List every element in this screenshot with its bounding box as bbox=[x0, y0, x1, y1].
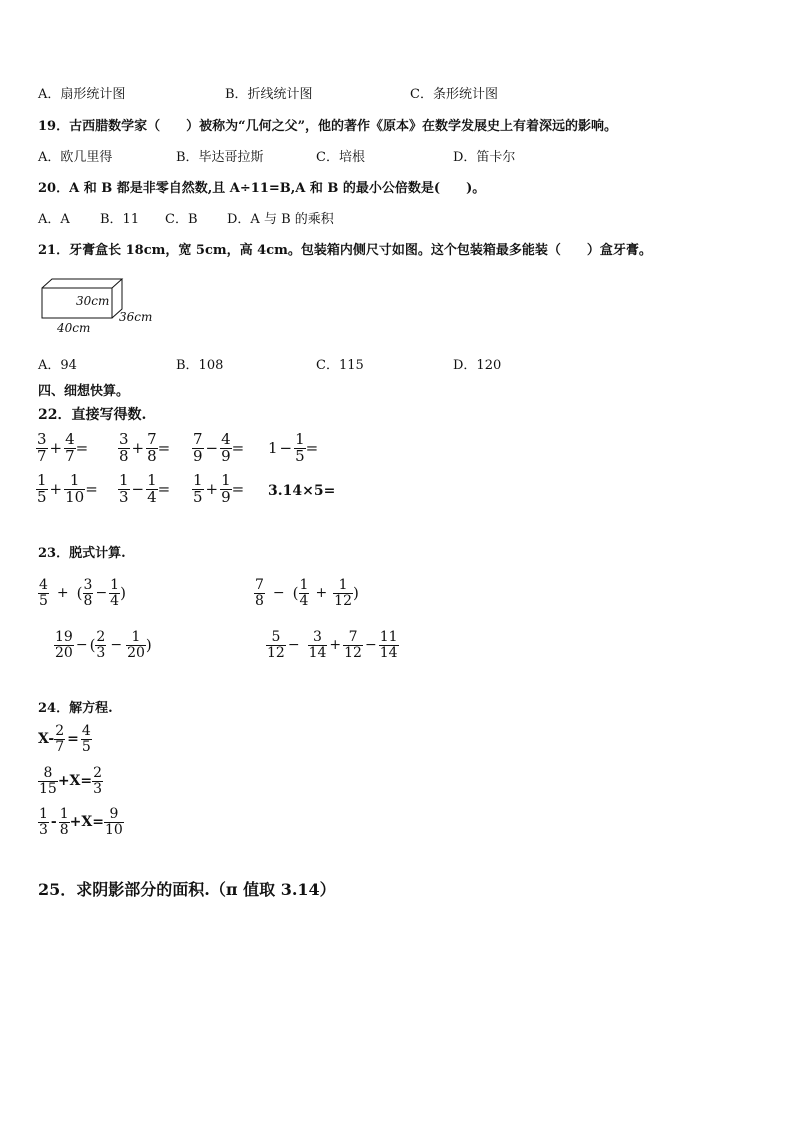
q20-option-d: D．A 与 B 的乘积 bbox=[227, 212, 334, 227]
q19-option-c: C．培根 bbox=[316, 150, 365, 165]
q22-item-6: $\frac{1}{3}$ − $\frac{1}{4}$ = bbox=[119, 471, 171, 506]
q19-option-a: A．欧几里得 bbox=[38, 150, 113, 165]
q22-item-3: $\frac{7}{9}$ − $\frac{4}{9}$ = bbox=[193, 430, 245, 465]
section-4-title: 四、细想快算。 bbox=[38, 384, 130, 399]
q21-option-d: D．120 bbox=[453, 358, 502, 373]
q24-equation-3: $\frac{1}{3}$ - $\frac{1}{8}$ +X= $\frac{9}{10}$ bbox=[39, 806, 123, 838]
q23-expr-1: $\frac{4}{5}$ + ( $\frac{3}{8}$ − $\frac{1}{4}$ ) bbox=[39, 577, 126, 609]
box-label-bottom: 40cm bbox=[57, 321, 91, 335]
q22-item-5: $\frac{1}{5}$ + $\frac{1}{10}$ = bbox=[37, 471, 98, 506]
q21-option-b: B．108 bbox=[176, 358, 224, 373]
q18-option-c: C．条形统计图 bbox=[410, 87, 498, 102]
q20-option-b: B．11 bbox=[100, 212, 140, 227]
q25-title: 25．求阴影部分的面积.（π 值取 3.14） bbox=[38, 880, 336, 899]
q22-title: 22．直接写得数. bbox=[38, 407, 147, 423]
q19-option-d: D．笛卡尔 bbox=[453, 150, 516, 165]
q23-expr-3: $\frac{19}{20}$ − ( $\frac{2}{3}$ − $\frac{1}{20}$ ) bbox=[55, 629, 152, 661]
q22-item-2: $\frac{3}{8}$ + $\frac{7}{8}$ = bbox=[119, 430, 171, 465]
q24-equation-2: $\frac{8}{15}$ +X= $\frac{2}{3}$ bbox=[39, 765, 103, 797]
q22-item-8: 3.14×5= bbox=[268, 483, 336, 499]
q21-stem: 21．牙膏盒长 18cm，宽 5cm，高 4cm。包装箱内侧尺寸如图。这个包装箱最多能装（ ）盒牙膏。 bbox=[38, 243, 652, 258]
q19-option-b: B．毕达哥拉斯 bbox=[176, 150, 264, 165]
q20-stem: 20．A 和 B 都是非零自然数,且 A÷11=B,A 和 B 的最小公倍数是( )。 bbox=[38, 181, 486, 196]
q20-option-a: A．A bbox=[38, 212, 70, 227]
q22-item-4: 1 − $\frac{1}{5}$ = bbox=[268, 430, 319, 465]
q24-title: 24．解方程. bbox=[38, 701, 113, 716]
q22-item-1: $\frac{3}{7}$ + $\frac{4}{7}$ = bbox=[37, 430, 89, 465]
q21-option-a: A．94 bbox=[38, 358, 77, 373]
q22-item-7: $\frac{1}{5}$ + $\frac{1}{9}$ = bbox=[193, 471, 245, 506]
q23-expr-2: $\frac{7}{8}$ − ( $\frac{1}{4}$ + $\frac{1}{12}$ ) bbox=[255, 577, 359, 609]
q23-expr-4: $\frac{5}{12}$ − $\frac{3}{14}$ + $\frac{7}{12}$ − $\frac{11}{14}$ bbox=[267, 629, 398, 661]
q23-title: 23．脱式计算. bbox=[38, 546, 126, 561]
q21-option-c: C．115 bbox=[316, 358, 364, 373]
box-label-right: 36cm bbox=[119, 310, 153, 324]
box-label-top: 30cm bbox=[76, 294, 110, 308]
q20-option-c: C．B bbox=[165, 212, 198, 227]
q18-option-a: A．扇形统计图 bbox=[38, 87, 126, 102]
q18-option-b: B．折线统计图 bbox=[225, 87, 313, 102]
q19-stem: 19．古西腊数学家（ ）被称为“几何之父”，他的著作《原本》在数学发展史上有着深远的影响。 bbox=[38, 119, 618, 134]
q24-equation-1: X- $\frac{2}{7}$ = $\frac{4}{5}$ bbox=[38, 723, 91, 755]
